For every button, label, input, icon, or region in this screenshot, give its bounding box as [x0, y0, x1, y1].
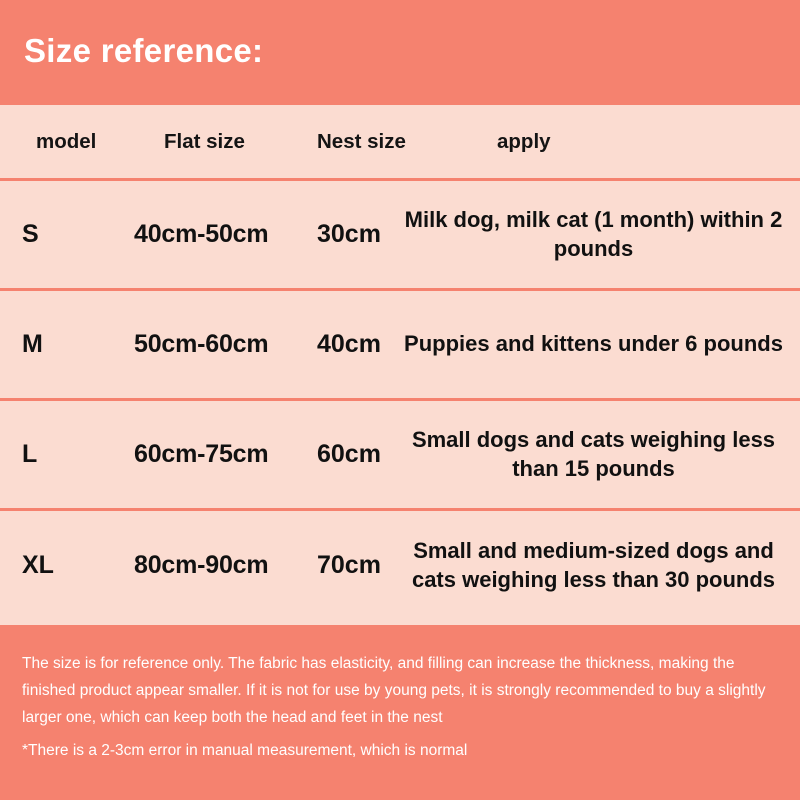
- table-row: [0, 291, 800, 401]
- cell-model: S: [22, 219, 39, 248]
- column-header-model: model: [36, 129, 97, 153]
- cell-nest-size: 40cm: [317, 329, 381, 358]
- cell-model: XL: [22, 551, 54, 580]
- title-bar: [0, 0, 800, 102]
- note-footnote: *There is a 2-3cm error in manual measurement, which is normal: [22, 742, 468, 760]
- cell-apply: Puppies and kittens under 6 pounds: [404, 331, 783, 357]
- column-header-apply: apply: [497, 129, 551, 153]
- column-header-flat-size: Flat size: [164, 129, 245, 153]
- table-row: [0, 181, 800, 291]
- cell-nest-size: 30cm: [317, 219, 381, 248]
- size-table: [0, 102, 800, 628]
- cell-flat-size: 80cm-90cm: [134, 551, 269, 580]
- cell-nest-size: 60cm: [317, 439, 381, 468]
- cell-model: L: [22, 439, 38, 468]
- cell-apply: Small and medium-sized dogs and cats weighing less than 30 pounds: [411, 538, 776, 592]
- column-header-nest-size: Nest size: [317, 129, 406, 153]
- cell-nest-size: 70cm: [317, 551, 381, 580]
- cell-apply: Milk dog, milk cat (1 month) within 2 pounds: [404, 206, 783, 261]
- cell-flat-size: 40cm-50cm: [134, 219, 269, 248]
- note-main: The size is for reference only. The fabric has elasticity, and filling can increase the thickness, making the finished product appear smaller. If it is not for use by young pets, it is strongly recommended to buy a slightly larger one, which can keep both the head and feet in the nest: [22, 655, 766, 727]
- cell-model: M: [22, 329, 43, 358]
- table-header-row: [0, 105, 800, 181]
- page-title: Size reference:: [24, 32, 264, 69]
- cell-flat-size: 60cm-75cm: [134, 439, 269, 468]
- cell-flat-size: 50cm-60cm: [134, 329, 269, 358]
- cell-apply: Small dogs and cats weighing less than 15 pounds: [411, 426, 776, 481]
- notes-section: [0, 628, 800, 800]
- table-row: [0, 401, 800, 511]
- table-row: [0, 511, 800, 621]
